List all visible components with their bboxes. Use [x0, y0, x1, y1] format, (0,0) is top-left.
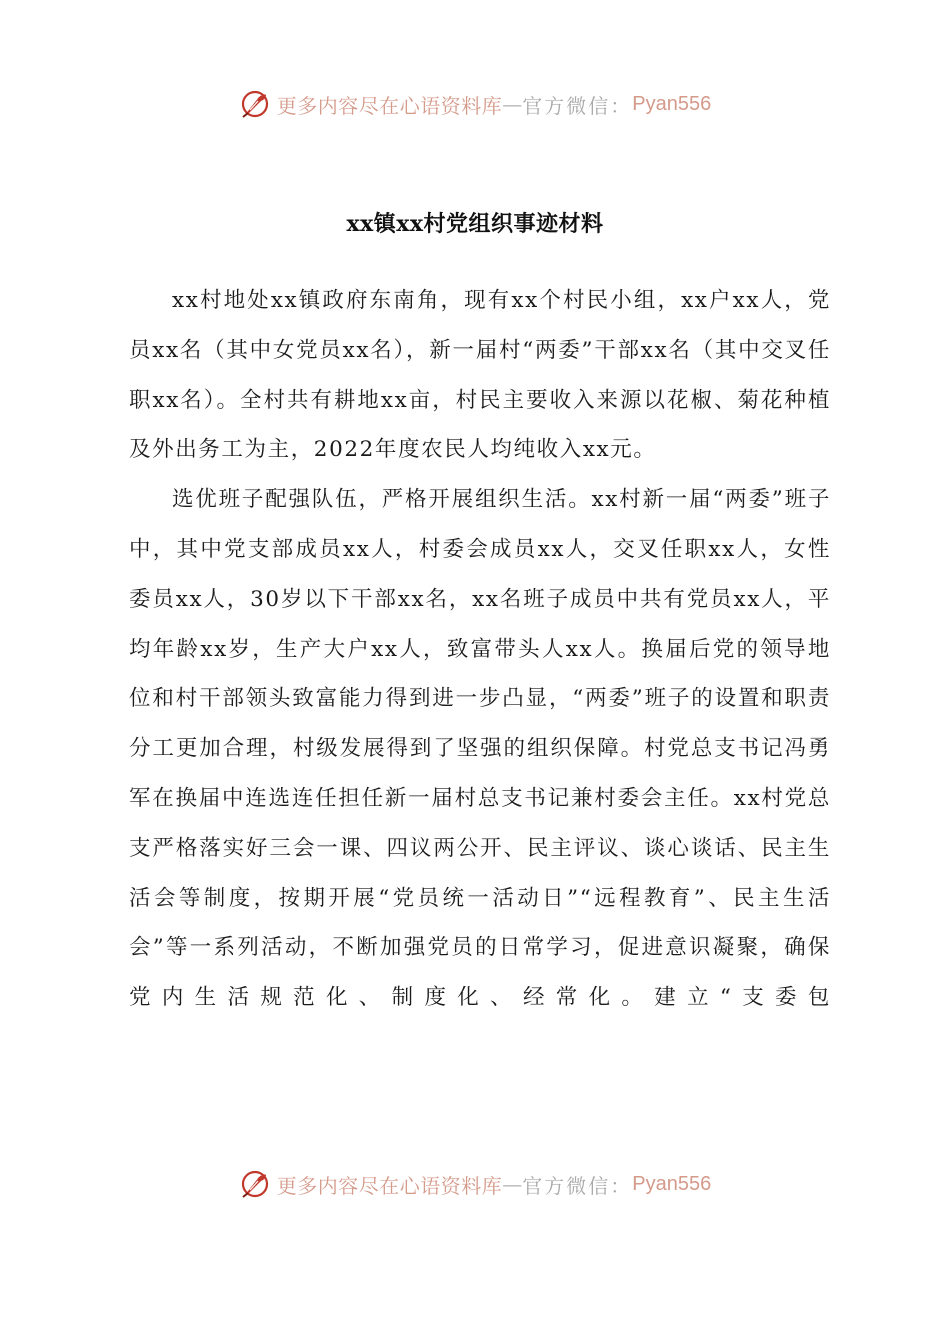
- banner-wechat-label: 官方微信：: [522, 93, 633, 118]
- paragraph-team-building: 选优班子配强队伍，严格开展组织生活。xx村新一届“两委”班子中，其中党支部成员xx人，村委会成员xx人，交叉任职xx人，女性委员xx人，30岁以下干部xx名，xx名班子成员中共有党员xx人，平均年龄xx岁，生产大户xx人，致富带头人xx人。换届后党的领导地位和村干部领头致富能力得到进一步凸显，“两委”班子的设置和职责分工更加合理，村级发展得到了坚强的组织保障。村党总支书记冯勇军在换届中连选连任担任新一届村总支书记兼村委会主任。xx村党总支严格落实好三会一课、四议两公开、民主评议、谈心谈话、民主生活会等制度，按期开展“党员统一活动日”“远程教育”、民主生活会”等一系列活动，不断加强党员的日常学习，促进意识凝聚，确保党内生活规范化、制度化、经常化。建立“支委包: [129, 487, 831, 1011]
- banner-wechat-label: 官方微信：: [522, 1173, 633, 1198]
- document-title: xx镇xx村党组织事迹材料: [346, 211, 604, 237]
- quill-pen-logo-icon: [239, 1168, 271, 1200]
- quill-pen-logo-icon: [239, 88, 271, 120]
- footer-watermark-banner: [0, 1164, 950, 1204]
- paragraph-intro: xx村地处xx镇政府东南角，现有xx个村民小组，xx户xx人，党员xx名（其中女党员xx名），新一届村“两委”干部xx名（其中交叉任职xx名）。全村共有耕地xx亩，村民主要收入来源以花椒、菊花种植及外出务工为主，2022年度农民人均纯收入xx元。: [129, 288, 831, 463]
- banner-separator: —: [502, 1172, 523, 1196]
- header-watermark-banner: [0, 84, 950, 124]
- banner-separator: —: [502, 92, 523, 116]
- document-body: [129, 276, 831, 1023]
- banner-text: 更多内容尽在心语资料库: [276, 93, 503, 118]
- banner-wechat-id: Pyan556: [632, 1172, 712, 1195]
- banner-text: 更多内容尽在心语资料库: [276, 1173, 503, 1198]
- banner-wechat-id: Pyan556: [632, 92, 712, 115]
